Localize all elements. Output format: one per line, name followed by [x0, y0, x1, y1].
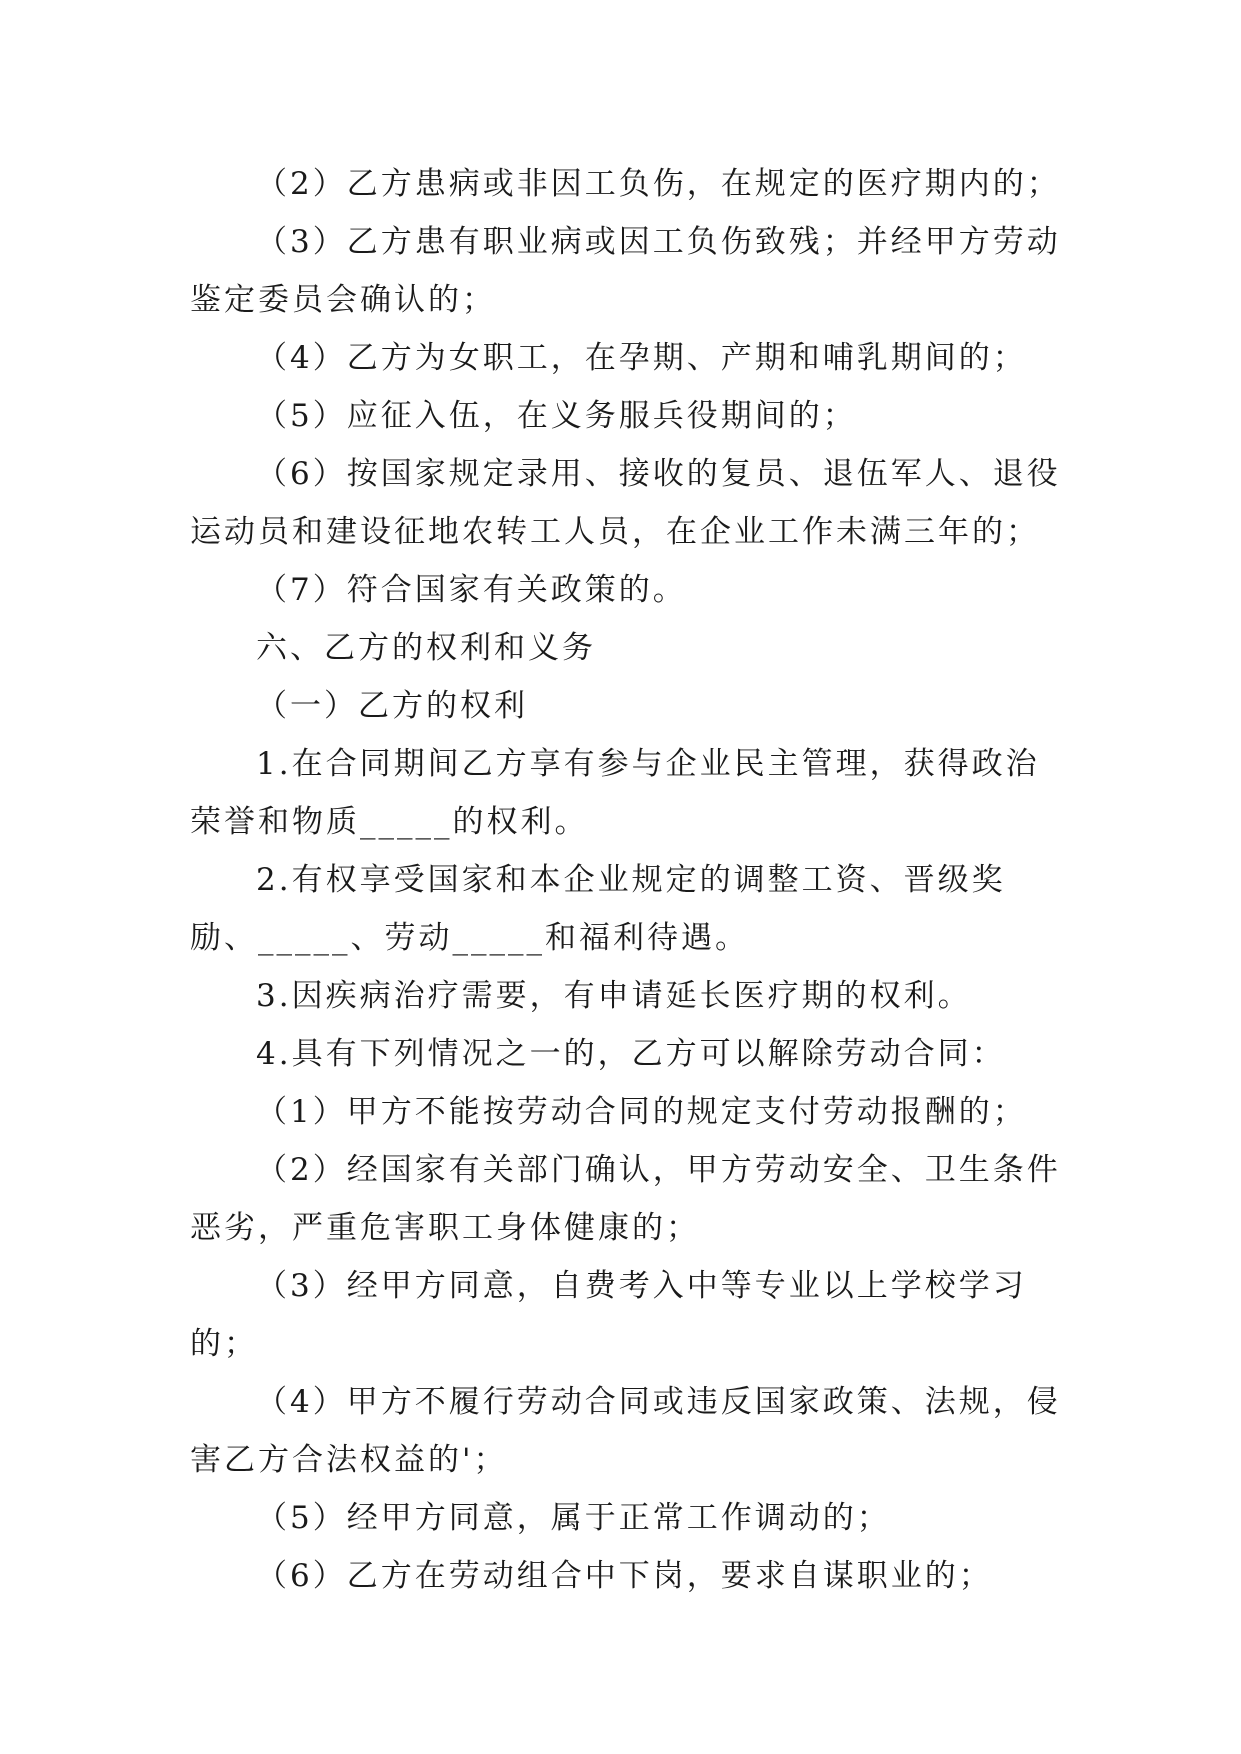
paragraph: （2）乙方患病或非因工负伤，在规定的医疗期内的； — [256, 166, 1061, 202]
document-body — [190, 155, 1070, 1605]
paragraph: （3）经甲方同意，自费考入中等专业以上学校学习的； — [190, 1268, 1027, 1362]
paragraph: 1.在合同期间乙方享有参与企业民主管理，获得政治荣誉和物质_____的权利。 — [190, 746, 1040, 840]
paragraph: （6）乙方在劳动组合中下岗，要求自谋职业的； — [256, 1558, 993, 1594]
paragraph: （5）应征入伍，在义务服兵役期间的； — [256, 398, 857, 434]
paragraph: （1）甲方不能按劳动合同的规定支付劳动报酬的； — [256, 1094, 1027, 1130]
paragraph: （4）甲方不履行劳动合同或违反国家政策、法规，侵害乙方合法权益的'； — [190, 1384, 1061, 1478]
subsection-heading: （一）乙方的权利 — [256, 688, 528, 724]
paragraph: （6）按国家规定录用、接收的复员、退伍军人、退役运动员和建设征地农转工人员，在企业工作未满三年的； — [190, 456, 1061, 550]
paragraph: 3.因疾病治疗需要，有申请延长医疗期的权利。 — [256, 978, 972, 1014]
paragraph: （2）经国家有关部门确认，甲方劳动安全、卫生条件恶劣，严重危害职工身体健康的； — [190, 1152, 1061, 1246]
paragraph: 4.具有下列情况之一的，乙方可以解除劳动合同： — [256, 1036, 1006, 1072]
paragraph: （7）符合国家有关政策的。 — [256, 572, 687, 608]
section-heading: 六、乙方的权利和义务 — [256, 630, 596, 666]
paragraph: （3）乙方患有职业病或因工负伤致残；并经甲方劳动鉴定委员会确认的； — [190, 224, 1061, 318]
paragraph: （5）经甲方同意，属于正常工作调动的； — [256, 1500, 891, 1536]
paragraph: 2.有权享受国家和本企业规定的调整工资、晋级奖励、_____、劳动_____和福利待遇。 — [190, 862, 1006, 956]
paragraph: （4）乙方为女职工，在孕期、产期和哺乳期间的； — [256, 340, 1027, 376]
